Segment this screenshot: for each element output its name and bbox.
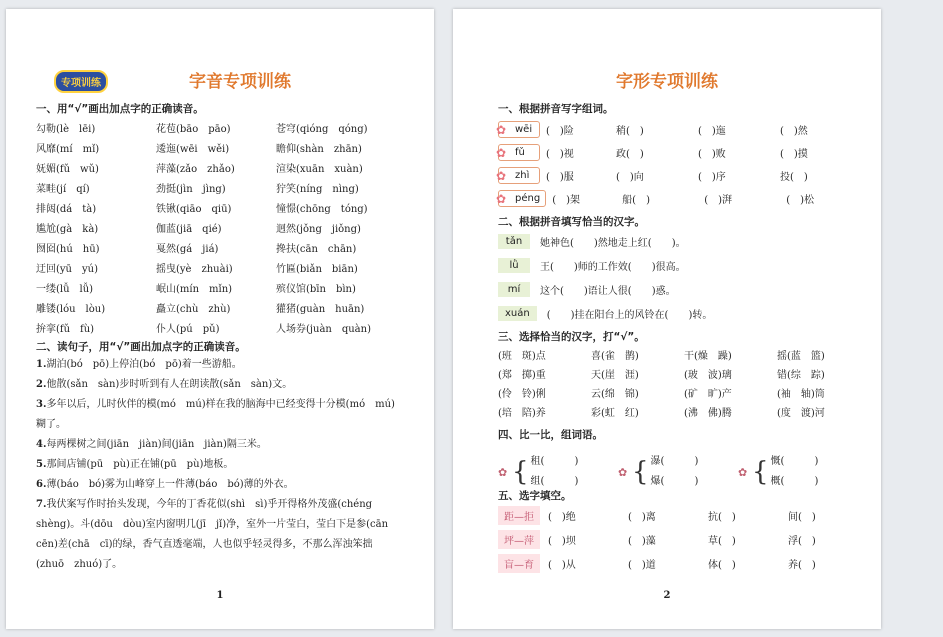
pinyin-box [498,190,546,207]
section-heading-1: 一、用“√”画出加点字的正确读音。 [36,103,204,115]
blank-item: ( )然 [780,125,808,137]
sentence-text: 湖泊(bó pō)上停泊(bó pō)着一些游船。 [46,359,242,370]
choice-item: 错(综 踪) [777,370,825,381]
grid-cell: 竹匾(biǎn biān) [276,264,358,275]
section-heading-2: 二、根据拼音填写恰当的汉字。 [498,216,645,228]
compare-row [498,452,858,492]
grid-cell: 劲挺(jìn jìng) [156,184,226,195]
blank-item: ( )视 [546,148,574,160]
grid-cell: 拚挛(fǔ fù) [36,324,95,335]
pinyin-label: xuán [498,306,537,321]
choice-item: (度 渡)河 [777,408,825,419]
choice-row [498,366,870,385]
grid-cell: 摇曳(yè zhuài) [156,264,233,275]
blank-item: ( )绝 [548,511,576,523]
blank-item: ( )迤 [698,125,726,137]
flower-icon: ✿ [496,168,507,183]
grid-cell: 憧憬(chōng tóng) [276,204,368,215]
fill-row [498,303,712,323]
grid-cell: 渲染(xuān xuàn) [276,164,363,175]
flower-icon: ✿ [496,145,507,160]
pinyin-row [498,165,808,185]
grid-cell: 雕镂(lóu lòu) [36,304,106,315]
grid-cell: 排闼(dá tà) [36,204,97,215]
choice-item: (班 斑)点 [498,351,546,362]
compare-group [738,452,858,492]
pinyin-label: mí [498,282,530,297]
grid-row [36,160,396,180]
grid-cell: 仆人(pú pǔ) [156,324,220,335]
blank-item: ( )架 [552,194,580,206]
compare-item: 租( ) [530,456,579,467]
pinyin-label: lǜ [498,258,530,273]
blank-item: 体( ) [708,559,736,571]
section-heading-2: 二、读句子，用“√”画出加点字的正确读音。 [36,341,246,353]
grid-cell: 人场券(juàn quàn) [276,324,371,335]
blank-item: 稍( ) [616,125,644,137]
blank-item: ( )坝 [548,535,576,547]
option-pair: 距—拒 [498,506,540,525]
sentence-number: 7. [36,499,47,510]
compare-item: 慨( ) [770,456,819,467]
grid-cell: 萍藻(zǎo zhǎo) [156,164,235,175]
sentence-text: 他散(sǎn sàn)步时听到有人在朗读散(sǎn sàn)文。 [46,379,293,390]
section-heading-1: 一、根据拼音写字组词。 [498,103,614,115]
compare-group [498,452,618,492]
brace-icon: { [512,457,529,487]
grid-cell: 风靡(mí mǐ) [36,144,100,155]
choice-item: 彩(虹 红) [591,408,639,419]
sentence-text: 那间店铺(pū pù)正在铺(pū pù)地板。 [46,459,234,470]
pinyin-label: péng [515,192,541,204]
sentence-text: 每两棵树之间(jiān jiàn)间(jiān jiàn)隔三米。 [46,439,267,450]
grid-cell: 迂回(yū yú) [36,264,98,275]
select-row [498,528,868,550]
pinyin-label: fǔ [515,146,525,158]
sentence-number: 2. [36,379,47,390]
grid-row [36,320,396,340]
flower-icon: ✿ [496,191,507,206]
grid-cell: 花苞(bāo pāo) [156,124,231,135]
blank-item: 间( ) [788,511,816,523]
blank-item: ( )道 [628,559,656,571]
flower-icon: ✿ [498,465,508,479]
fill-text: 这个( )语让人很( )惑。 [540,285,676,297]
choice-row [498,347,870,366]
flower-icon: ✿ [618,465,628,479]
blank-item: ( )离 [628,511,656,523]
compare-item: 爆( ) [650,476,699,487]
blank-item: ( )摸 [780,148,808,160]
choice-item: 天(崖 涯) [591,370,639,381]
page-number: 1 [216,590,224,601]
blank-item: 浮( ) [788,535,816,547]
flower-icon: ✿ [738,465,748,479]
grid-cell: 迥然(jǒng jiǒng) [276,224,361,235]
grid-row [36,240,396,260]
section-heading-4: 四、比一比，组词语。 [498,429,603,441]
grid-cell: 岷山(mín mǐn) [156,284,233,295]
pinyin-row [498,188,814,208]
sentence-number: 6. [36,479,47,490]
blank-item: ( )险 [546,125,574,137]
compare-group [618,452,738,492]
page-2 [453,9,881,629]
sentence-number: 1. [36,359,47,370]
grid-cell: 囫囵(hú hū) [36,244,100,255]
pinyin-box [498,121,540,138]
pinyin-label: zhì [515,169,530,181]
sentence-number: 3. [36,399,47,410]
choice-item: (伶 铃)俐 [498,389,546,400]
grid-cell: 苍穹(qióng qóng) [276,124,368,135]
grid-cell: 妩媚(fǔ wǔ) [36,164,99,175]
blank-item: 船( ) [622,194,650,206]
blank-item: ( )向 [616,171,644,183]
grid-cell: 搀扶(cān chān) [276,244,357,255]
blank-item: ( )服 [546,171,574,183]
sentence-6 [36,475,398,495]
fill-row [498,255,686,275]
pinyin-box [498,144,540,161]
grid-cell: 菜畦(jí qí) [36,184,90,195]
grid-cell: 逶迤(wēi wěi) [156,144,230,155]
grid-cell: 狞笑(níng nìng) [276,184,359,195]
sentence-number: 4. [36,439,47,450]
fill-text: 她神色( )然地走上红( )。 [540,237,686,249]
grid-row [36,140,396,160]
grid-row [36,260,396,280]
choice-item: (培 陪)养 [498,408,546,419]
pronunciation-grid [36,120,396,340]
grid-cell: 殡仪馆(bīn bìn) [276,284,356,295]
section-heading-5: 五、选字填空。 [498,490,572,502]
blank-item: ( )从 [548,559,576,571]
sentence-7 [36,495,398,575]
select-row [498,552,868,574]
grid-row [36,200,396,220]
section-badge: 专项训练 [54,70,108,93]
choice-item: (袖 轴)筒 [777,389,825,400]
blank-item: ( )败 [698,148,726,160]
grid-row [36,180,396,200]
brace-icon: { [752,457,769,487]
blank-item: ( )湃 [704,194,732,206]
blank-item: 政( ) [616,148,644,160]
blank-item: 投( ) [780,171,808,183]
pinyin-label: wēi [515,123,533,135]
choice-item: (玻 波)璃 [684,370,732,381]
grid-row [36,220,396,240]
blank-item: 抗( ) [708,511,736,523]
sentence-text: 多年以后，儿时伙伴的模(mó mú)样在我的脑海中已经变得十分模(mó mú)糊了。 [36,399,395,430]
choice-item: (矿 旷)产 [684,389,732,400]
grid-cell: 尴尬(gà kà) [36,224,99,235]
pinyin-label: tǎn [498,234,530,249]
grid-cell: 獾猪(guàn huān) [276,304,365,315]
grid-cell: 矗立(chù zhù) [156,304,231,315]
compare-item: 概( ) [770,476,819,487]
sentence-text: 我伏案写作时抬头发现，今年的丁香花似(shì sì)乎开得格外茂盛(chéng shèng)。斗(dōu dòu)室内窗明几(jī jǐ)净，室外一片莹白，莹白下是参(cān cēn)差(chā cī)的绿，香气直透毫端，人也似乎轻灵得多，不那么浑浊笨拙(zhuō zhuó)了。 [36,499,399,570]
fill-row [498,231,686,251]
compare-item: 瀑( ) [650,456,699,467]
fill-text: ( )挂在阳台上的风铃在( )转。 [546,309,713,321]
blank-item: ( )序 [698,171,726,183]
grid-cell: 戛然(gá jiá) [156,244,219,255]
sentence-1 [36,355,398,375]
blank-item: ( )藻 [628,535,656,547]
blank-item: ( )松 [786,194,814,206]
option-pair: 坪—萍 [498,530,540,549]
grid-cell: 瞻仰(shàn zhān) [276,144,362,155]
grid-cell: 一缕(lǚ lǚ) [36,284,94,295]
sentence-number: 5. [36,459,47,470]
blank-item: 草( ) [708,535,736,547]
flower-icon: ✿ [496,122,507,137]
page-number: 2 [663,590,671,601]
sentence-4 [36,435,398,455]
compare-item: 组( ) [530,476,579,487]
brace-icon: { [632,457,649,487]
sentence-3 [36,395,398,435]
pinyin-row [498,119,808,139]
grid-row [36,300,396,320]
option-pair: 盲—育 [498,554,540,573]
fill-text: 王( )师的工作效( )很高。 [540,261,686,273]
grid-row [36,120,396,140]
choice-item: 云(绵 锦) [591,389,639,400]
grid-cell: 勾勒(lè lēi) [36,124,96,135]
choice-item: 喜(雀 鹊) [591,351,639,362]
page-title: 字音专项训练 [189,72,291,92]
sentence-2 [36,375,398,395]
blank-item: 养( ) [788,559,816,571]
grid-cell: 铁锹(qiāo qiū) [156,204,232,215]
sentence-text: 薄(báo bó)雾为山峰穿上一件薄(báo bó)薄的外衣。 [46,479,294,490]
page-title: 字形专项训练 [616,72,718,92]
fill-row [498,279,676,299]
pinyin-box [498,167,540,184]
choice-item: 干(燥 躁) [684,351,732,362]
select-row [498,504,868,526]
choice-item: 摇(蓝 篮) [777,351,825,362]
grid-row [36,280,396,300]
pinyin-row [498,142,808,162]
choice-item: (郑 掷)重 [498,370,546,381]
page-1 [6,9,434,629]
choice-item: (沸 佛)腾 [684,408,732,419]
section-heading-3: 三、选择恰当的汉字，打“√”。 [498,331,645,343]
grid-cell: 伽蓝(jiā qié) [156,224,222,235]
choice-row [498,404,870,423]
sentence-5 [36,455,398,475]
choice-row [498,385,870,404]
